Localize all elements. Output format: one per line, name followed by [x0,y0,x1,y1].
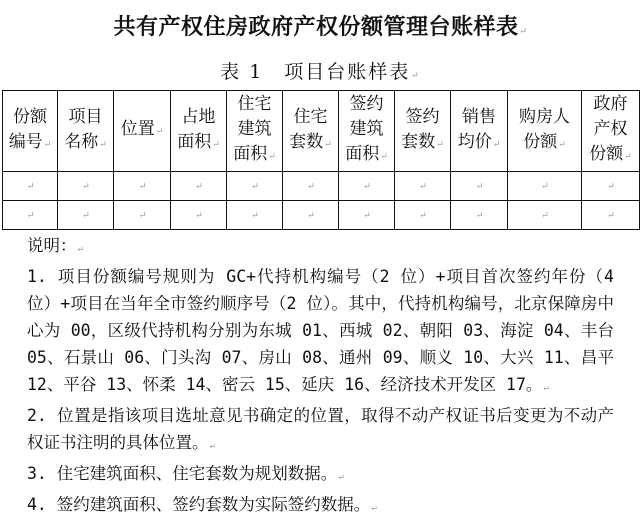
document-title: 共有产权住房政府产权份额管理台账样表 ↵ [0,10,641,41]
column-header-line: 套数 ↵ [283,130,338,158]
table-cell[interactable] [582,201,640,230]
note-item-3: 3. 住宅建筑面积、住宅套数为规划数据。 ↵ [27,460,614,491]
column-header-line: 签约 [405,106,440,127]
table-cell[interactable] [395,172,451,201]
column-header [227,91,283,172]
column-header-line: 签约 [349,94,384,114]
column-header [508,91,582,172]
column-header-line: 份额 [13,106,47,127]
table-cell[interactable] [451,172,508,201]
column-header-line: 建筑 [237,119,272,139]
table-cell[interactable] [58,172,114,201]
column-header-line: 住宅 [237,94,272,114]
column-header-line: 购房人 [519,106,570,127]
table-cell[interactable] [283,172,339,201]
column-header-line: 产权 [593,119,628,139]
column-header [582,91,640,172]
table-row [3,172,640,201]
table-cell[interactable] [508,172,582,201]
table-cell[interactable] [339,172,395,201]
column-header [3,91,58,172]
table-cell[interactable] [171,201,227,230]
column-header-line: 建筑 [349,119,384,139]
column-header [171,91,227,172]
column-header [339,91,395,172]
column-header [283,91,339,172]
notes-heading: 说明： ↵ [27,232,614,263]
column-header-line: 套数 ↵ [395,130,450,158]
table-cell[interactable] [451,201,508,230]
column-header-line: 名称 ↵ [58,130,113,158]
column-header [395,91,451,172]
note-item-4: 4. 签约建筑面积、签约套数为实际签约数据。 ↵ [27,491,614,522]
notes-section [27,232,614,522]
column-header-line: 份额 ↵ [582,142,639,170]
column-header [114,91,171,172]
column-header-line: 政府 [593,94,628,114]
column-header-line: 面积 ↵ [339,142,394,170]
table-cell[interactable] [3,201,58,230]
column-header-line: 面积 ↵ [227,142,282,170]
column-header-line: 位置 ↵ [114,117,170,145]
column-header-line: 项目 [68,106,103,127]
column-header-line: 占地 [181,106,216,127]
column-header-line: 销售 [462,106,496,127]
column-header [451,91,508,172]
table-row [3,201,640,230]
table-cell[interactable] [58,201,114,230]
table-cell[interactable] [227,201,283,230]
column-header-line: 均价 ↵ [451,130,507,158]
table-cell[interactable] [339,201,395,230]
table-cell[interactable] [114,172,171,201]
column-header-line: 住宅 [293,106,328,127]
table-cell[interactable] [395,201,451,230]
column-header-line: 面积 ↵ [171,130,226,158]
table-caption: 表 1 项目台账样表 ↵ [0,57,641,84]
ledger-table [2,90,640,230]
table-cell[interactable] [508,201,582,230]
table-cell[interactable] [582,172,640,201]
table-cell[interactable] [171,172,227,201]
note-item-1: 1. 项目份额编号规则为 GC+代持机构编号（2 位）+项目首次签约年份（4 位）+项目在当年全市签约顺序号（2 位）。其中，代持机构编号，北京保障房中心为 00，区级代持机构分别为东城 01、西城 02、朝阳 03、海淀 04、丰台 05、石景山 06、门头沟 07、房山 08、通州 09、顺义 10、大兴 11、昌平 12、平谷 13、怀柔 14、密云 15、延庆 16、经济技术开发区 17。 ↵ [27,263,614,402]
table-cell[interactable] [114,201,171,230]
table-cell[interactable] [227,172,283,201]
table-cell[interactable] [283,201,339,230]
table-header-row [3,91,640,172]
column-header-line: 份额 ↵ [508,130,581,158]
column-header-line: 编号 ↵ [3,130,57,158]
table-cell[interactable] [3,172,58,201]
column-header [58,91,114,172]
note-item-2: 2. 位置是指该项目选址意见书确定的位置，取得不动产权证书后变更为不动产权证书注明的具体位置。 ↵ [27,402,614,460]
